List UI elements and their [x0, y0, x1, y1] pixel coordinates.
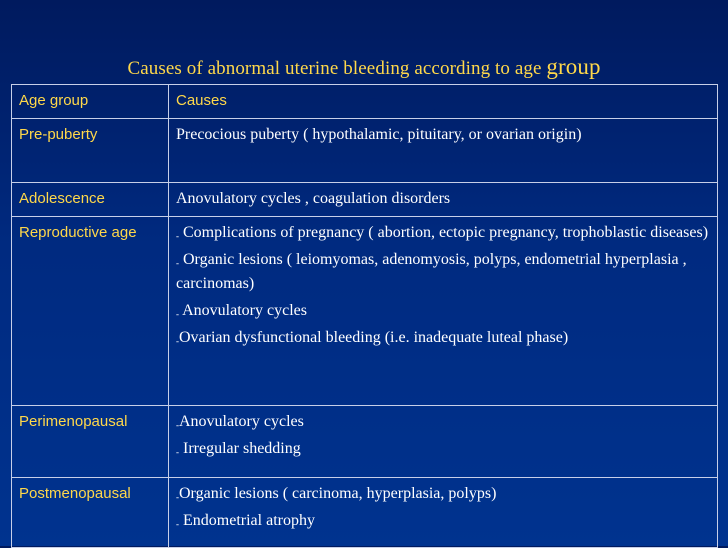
header-causes: Causes [169, 85, 718, 119]
cause-item-text: Ovarian dysfunctional bleeding (i.e. inadequate luteal phase) [179, 329, 569, 346]
age-cell: Reproductive age [12, 217, 169, 406]
cause-item: Precocious puberty ( hypothalamic, pituitary, or ovarian origin) [176, 126, 582, 143]
age-cell: Adolescence [12, 183, 169, 217]
cause-item-text: Endometrial atrophy [183, 512, 315, 529]
cause-item-text: Complications of pregnancy ( abortion, ectopic pregnancy, trophoblastic diseases) [183, 224, 709, 241]
cause-item-text: Anovulatory cycles [182, 302, 307, 319]
slide-title [0, 54, 728, 80]
causes-table [11, 84, 718, 548]
slide-title-last-word: group [546, 54, 601, 79]
cause-item: Anovulatory cycles , coagulation disorders [176, 190, 451, 207]
cause-item-text: Organic lesions ( leiomyomas, adenomyosis, polyps, endometrial hyperplasia , carcinomas) [176, 251, 687, 292]
cause-item: - Irregular shedding [176, 440, 301, 457]
table-header-row [12, 85, 718, 119]
cause-item-text: Anovulatory cycles [179, 413, 304, 430]
header-age-group: Age group [12, 85, 169, 119]
cause-item: - Anovulatory cycles [176, 302, 307, 319]
age-cell: Pre-puberty [12, 119, 169, 183]
causes-cell [169, 119, 718, 183]
cause-item-text: Organic lesions ( carcinoma, hyperplasia, polyps) [179, 485, 497, 502]
cause-item: -Anovulatory cycles [176, 413, 304, 430]
table-row [12, 478, 718, 548]
slide-title-text: Causes of abnormal uterine bleeding according to age [127, 58, 542, 79]
causes-cell [169, 406, 718, 478]
table-row [12, 217, 718, 406]
causes-cell [169, 217, 718, 406]
cause-item: - Complications of pregnancy ( abortion, ectopic pregnancy, trophoblastic diseases) [176, 224, 709, 241]
causes-cell [169, 478, 718, 548]
age-cell: Postmenopausal [12, 478, 169, 548]
age-cell: Perimenopausal [12, 406, 169, 478]
causes-cell [169, 183, 718, 217]
table-row [12, 406, 718, 478]
cause-item: -Organic lesions ( carcinoma, hyperplasia, polyps) [176, 485, 497, 502]
cause-item: - Organic lesions ( leiomyomas, adenomyosis, polyps, endometrial hyperplasia , carcinomas) [176, 251, 687, 292]
table-row [12, 183, 718, 217]
cause-item: -Ovarian dysfunctional bleeding (i.e. inadequate luteal phase) [176, 329, 569, 346]
cause-item-text: Irregular shedding [183, 440, 301, 457]
table-row [12, 119, 718, 183]
cause-item: - Endometrial atrophy [176, 512, 315, 529]
